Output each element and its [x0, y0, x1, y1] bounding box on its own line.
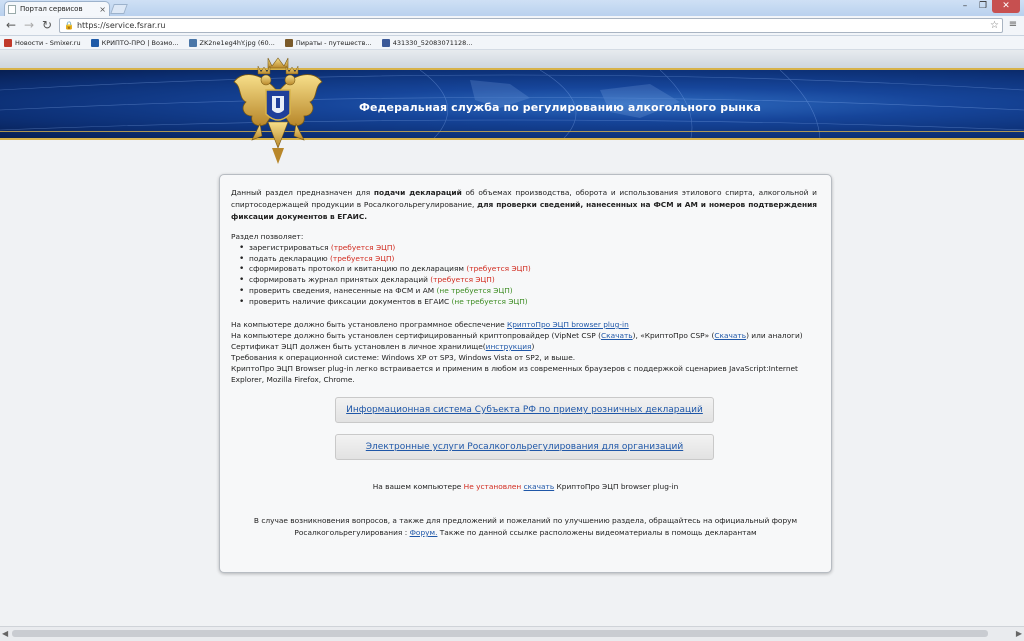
os-requirements: Требования к операционной системе: Windows XP от SP3, Windows Vista от SP2, и выше.: [231, 352, 576, 362]
status-text: КриптоПро ЭЦП browser plug-in: [554, 482, 679, 491]
double-headed-eagle-emblem: [232, 52, 324, 166]
bookmark-favicon-icon: [382, 39, 390, 47]
forum-note-text: Также по данной ссылке расположены видеоматериалы в помощь декларантам: [437, 528, 757, 537]
bookmark-favicon-icon: [189, 39, 197, 47]
bookmark-favicon-icon: [4, 39, 12, 47]
features-section: [231, 232, 817, 308]
bookmark-item[interactable]: [189, 39, 275, 47]
tab-close-icon[interactable]: ×: [99, 4, 106, 14]
page-icon: [8, 5, 16, 14]
scrollbar-thumb[interactable]: [12, 630, 988, 637]
header-banner: [0, 68, 1024, 140]
requirement-text: ) или аналоги): [746, 330, 803, 340]
plugin-note: КриптоПро ЭЦП Browser plug-in легко встраивается и применим в любом из современных браузеров с поддержкой сценариев JavaScript:Internet Explorer, Mozilla Firefox, Chrome.: [231, 363, 798, 384]
address-bar[interactable]: [59, 18, 1003, 33]
requirement-text: ): [531, 341, 535, 351]
bookmark-favicon-icon: [285, 39, 293, 47]
signature-required-note: (требуется ЭЦП): [330, 253, 395, 263]
back-icon[interactable]: ←: [5, 18, 17, 32]
close-window-button[interactable]: ✕: [992, 0, 1020, 13]
intro-bold-text: подачи деклараций: [373, 188, 462, 197]
bookmark-item[interactable]: [285, 39, 372, 47]
bookmark-label: Пираты - путешеств...: [295, 38, 372, 47]
intro-text: Данный раздел предназначен для: [231, 188, 374, 197]
signature-required-note: (требуется ЭЦП): [430, 275, 495, 285]
plugin-status-value: Не установлен: [463, 482, 522, 491]
requirement-line: [231, 320, 821, 331]
bookmark-item[interactable]: [91, 39, 179, 47]
address-url: https://service.fsrar.ru: [76, 21, 166, 30]
list-item: [243, 297, 817, 308]
bookmark-item[interactable]: [382, 39, 473, 47]
features-title: Раздел позволяет:: [231, 232, 304, 241]
requirement-text: На компьютере должно быть установлено программное обеспечение: [231, 320, 507, 329]
cryptopro-csp-download-link[interactable]: Скачать: [714, 330, 747, 340]
requirement-line: [231, 342, 821, 353]
list-item: [243, 275, 817, 286]
scroll-right-icon[interactable]: ▶: [1015, 629, 1022, 638]
intro-text: об объемах производства, оборота и использования этилового спирта, алкогольной и спиртосодержащей продукции в Росалкогольрегулирование,: [231, 188, 817, 209]
e-services-button[interactable]: Электронные услуги Росалкогольрегулирования для организаций: [335, 434, 714, 460]
instruction-link[interactable]: инструкция: [485, 341, 532, 351]
requirement-text: ), «КриптоПро CSP» (: [632, 330, 715, 340]
scroll-left-icon[interactable]: ◀: [2, 629, 9, 638]
maximize-button[interactable]: ❐: [978, 1, 988, 11]
feature-text: проверить сведения, нанесенные на ФСМ и АМ: [249, 285, 437, 295]
signature-not-required-note: (не требуется ЭЦП): [436, 285, 513, 295]
signature-required-note: (требуется ЭЦП): [330, 242, 396, 252]
feature-text: сформировать протокол и квитанцию по декларациям: [249, 264, 467, 274]
declarations-info-panel: [219, 174, 832, 573]
forum-link[interactable]: Форум.: [409, 528, 438, 537]
browser-tab[interactable]: [4, 1, 110, 16]
status-text: На вашем компьютере: [372, 482, 464, 491]
bookmark-label: Новости - Smixer.ru: [15, 38, 81, 47]
bookmark-label: 431330_52083071128...: [392, 38, 473, 47]
intro-bold-text: для проверки сведений, нанесенных на ФСМ и АМ и номеров подтверждения фиксации документов в ЕГАИС.: [231, 200, 817, 221]
feature-text: проверить наличие фиксации документов в ЕГАИС: [249, 296, 452, 306]
list-item: [243, 264, 817, 275]
bookmark-item[interactable]: [4, 39, 81, 47]
bookmark-favicon-icon: [91, 39, 99, 47]
lock-icon: 🔒: [64, 21, 74, 30]
horizontal-scrollbar[interactable]: [0, 626, 1024, 641]
signature-required-note: (требуется ЭЦП): [466, 264, 531, 274]
plugin-download-link[interactable]: скачать: [523, 482, 555, 491]
window-controls: [956, 0, 1020, 13]
retail-declarations-button[interactable]: Информационная система Субъекта РФ по приему розничных деклараций: [335, 397, 714, 423]
system-requirements: [231, 320, 821, 385]
feature-text: подать декларацию: [249, 253, 331, 263]
new-tab-button[interactable]: [110, 4, 128, 14]
tab-title: Портал сервисов: [20, 5, 83, 13]
intro-paragraph: [231, 187, 817, 223]
signature-not-required-note: (не требуется ЭЦП): [451, 296, 528, 306]
reload-icon[interactable]: ↻: [41, 18, 53, 32]
cryptopro-plugin-link[interactable]: КриптоПро ЭЦП browser plug-in: [506, 320, 629, 329]
navigation-bar: [0, 16, 1024, 36]
banner-gold-line: [0, 131, 1024, 132]
bookmark-label: ZK2ne1eg4hY.jpg (60...: [199, 38, 275, 47]
requirement-text: На компьютере должно быть установлен сертифицированный криптопровайдер (VipNet CSP (: [231, 330, 601, 340]
feature-text: сформировать журнал принятых деклараций: [249, 275, 431, 285]
list-item: [243, 254, 817, 265]
page-viewport: [0, 50, 1024, 626]
bookmark-label: КРИПТО-ПРО | Возмо...: [101, 38, 179, 47]
requirement-text: Сертификат ЭЦП должен быть установлен в личное хранилище(: [231, 341, 486, 351]
list-item: [243, 286, 817, 297]
bookmark-star-icon[interactable]: ☆: [990, 20, 999, 31]
bookmarks-bar: [0, 36, 1024, 50]
site-title: Федеральная служба по регулированию алкогольного рынка: [359, 101, 762, 114]
forum-note-text: В случае возникновения вопросов, а также для предложений и пожеланий по улучшению раздела, обращайтесь на официальный форум Росалкогольрегулирования :: [253, 516, 798, 537]
header-top-strip: [0, 50, 1024, 68]
feature-text: зарегистрироваться: [249, 242, 331, 252]
forum-note: [240, 515, 811, 539]
list-item: [243, 243, 817, 254]
vipnet-download-link[interactable]: Скачать: [600, 330, 633, 340]
forward-icon[interactable]: →: [23, 18, 35, 32]
minimize-button[interactable]: –: [962, 1, 968, 11]
requirement-line: [231, 331, 821, 342]
window-titlebar: [0, 0, 1024, 16]
plugin-status: [220, 482, 831, 491]
features-list: [231, 243, 817, 308]
menu-icon[interactable]: ≡: [1008, 19, 1018, 30]
